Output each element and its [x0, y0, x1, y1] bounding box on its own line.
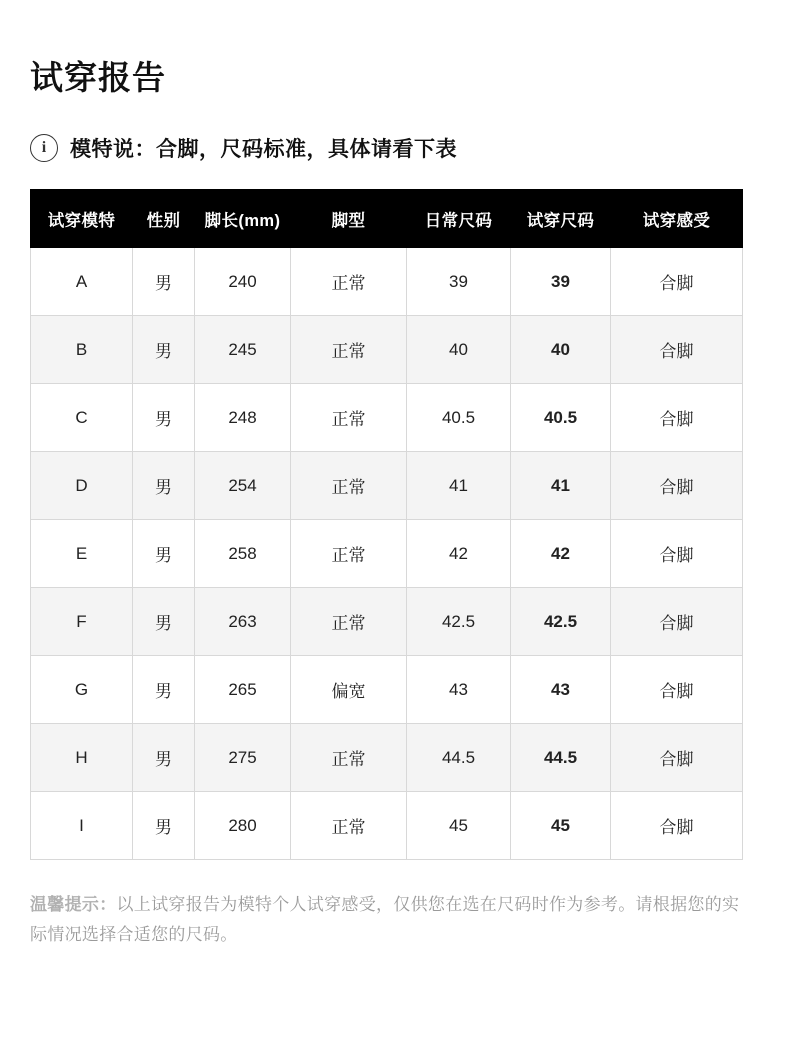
- info-icon: i: [30, 134, 58, 162]
- cell-feeling: 合脚: [611, 588, 743, 656]
- cell-daily-size: 41: [407, 452, 511, 520]
- cell-try-size: 42.5: [511, 588, 611, 656]
- footer-note-text: 以上试穿报告为模特个人试穿感受，仅供您在选在尺码时作为参考。请根据您的实际情况选择合适您的尺码。: [30, 895, 740, 944]
- cell-try-size: 39: [511, 248, 611, 316]
- table-row: [31, 384, 743, 452]
- cell-gender: 男: [133, 520, 195, 588]
- cell-try-size: 44.5: [511, 724, 611, 792]
- cell-daily-size: 40.5: [407, 384, 511, 452]
- cell-foot-length: 240: [195, 248, 291, 316]
- cell-foot-type: 正常: [291, 520, 407, 588]
- cell-model: H: [31, 724, 133, 792]
- cell-foot-type: 正常: [291, 452, 407, 520]
- footer-note: [30, 890, 742, 950]
- cell-foot-type: 正常: [291, 792, 407, 860]
- cell-foot-type: 正常: [291, 248, 407, 316]
- cell-try-size: 40: [511, 316, 611, 384]
- table-row: [31, 656, 743, 724]
- cell-gender: 男: [133, 384, 195, 452]
- cell-model: F: [31, 588, 133, 656]
- cell-gender: 男: [133, 724, 195, 792]
- cell-try-size: 42: [511, 520, 611, 588]
- cell-model: D: [31, 452, 133, 520]
- page-title: 试穿报告: [30, 59, 166, 96]
- cell-try-size: 40.5: [511, 384, 611, 452]
- cell-feeling: 合脚: [611, 792, 743, 860]
- cell-feeling: 合脚: [611, 656, 743, 724]
- footer-note-label: 温馨提示：: [30, 895, 117, 914]
- table-header: [31, 190, 743, 248]
- column-header-daily-size: 日常尺码: [407, 190, 511, 248]
- cell-foot-length: 248: [195, 384, 291, 452]
- cell-feeling: 合脚: [611, 520, 743, 588]
- cell-gender: 男: [133, 656, 195, 724]
- cell-foot-length: 254: [195, 452, 291, 520]
- table-row: [31, 452, 743, 520]
- model-note: [30, 133, 760, 163]
- cell-daily-size: 43: [407, 656, 511, 724]
- cell-gender: 男: [133, 588, 195, 656]
- cell-model: C: [31, 384, 133, 452]
- table-body: [31, 248, 743, 860]
- table-row: [31, 248, 743, 316]
- column-header-feeling: 试穿感受: [611, 190, 743, 248]
- cell-foot-length: 265: [195, 656, 291, 724]
- cell-model: A: [31, 248, 133, 316]
- column-header-try-size: 试穿尺码: [511, 190, 611, 248]
- cell-foot-length: 263: [195, 588, 291, 656]
- cell-daily-size: 42.5: [407, 588, 511, 656]
- cell-foot-type: 偏宽: [291, 656, 407, 724]
- table-row: [31, 588, 743, 656]
- cell-foot-length: 258: [195, 520, 291, 588]
- column-header-foot-length: 脚长(mm): [195, 190, 291, 248]
- cell-model: G: [31, 656, 133, 724]
- cell-daily-size: 44.5: [407, 724, 511, 792]
- cell-model: E: [31, 520, 133, 588]
- cell-try-size: 41: [511, 452, 611, 520]
- table-row: [31, 792, 743, 860]
- cell-foot-type: 正常: [291, 724, 407, 792]
- table-row: [31, 520, 743, 588]
- cell-try-size: 43: [511, 656, 611, 724]
- cell-foot-length: 280: [195, 792, 291, 860]
- cell-daily-size: 42: [407, 520, 511, 588]
- cell-daily-size: 39: [407, 248, 511, 316]
- cell-feeling: 合脚: [611, 248, 743, 316]
- cell-model: B: [31, 316, 133, 384]
- cell-daily-size: 45: [407, 792, 511, 860]
- column-header-gender: 性别: [133, 190, 195, 248]
- cell-foot-type: 正常: [291, 316, 407, 384]
- cell-feeling: 合脚: [611, 724, 743, 792]
- column-header-model: 试穿模特: [31, 190, 133, 248]
- cell-daily-size: 40: [407, 316, 511, 384]
- cell-try-size: 45: [511, 792, 611, 860]
- cell-foot-length: 245: [195, 316, 291, 384]
- model-note-text: 模特说：合脚，尺码标准，具体请看下表: [70, 138, 457, 161]
- cell-feeling: 合脚: [611, 452, 743, 520]
- table-header-row: [31, 190, 743, 248]
- fit-report-table: [30, 189, 743, 860]
- cell-foot-length: 275: [195, 724, 291, 792]
- cell-gender: 男: [133, 792, 195, 860]
- cell-feeling: 合脚: [611, 316, 743, 384]
- table-row: [31, 724, 743, 792]
- cell-model: I: [31, 792, 133, 860]
- cell-gender: 男: [133, 248, 195, 316]
- cell-gender: 男: [133, 316, 195, 384]
- cell-feeling: 合脚: [611, 384, 743, 452]
- column-header-foot-type: 脚型: [291, 190, 407, 248]
- table-row: [31, 316, 743, 384]
- cell-gender: 男: [133, 452, 195, 520]
- cell-foot-type: 正常: [291, 588, 407, 656]
- cell-foot-type: 正常: [291, 384, 407, 452]
